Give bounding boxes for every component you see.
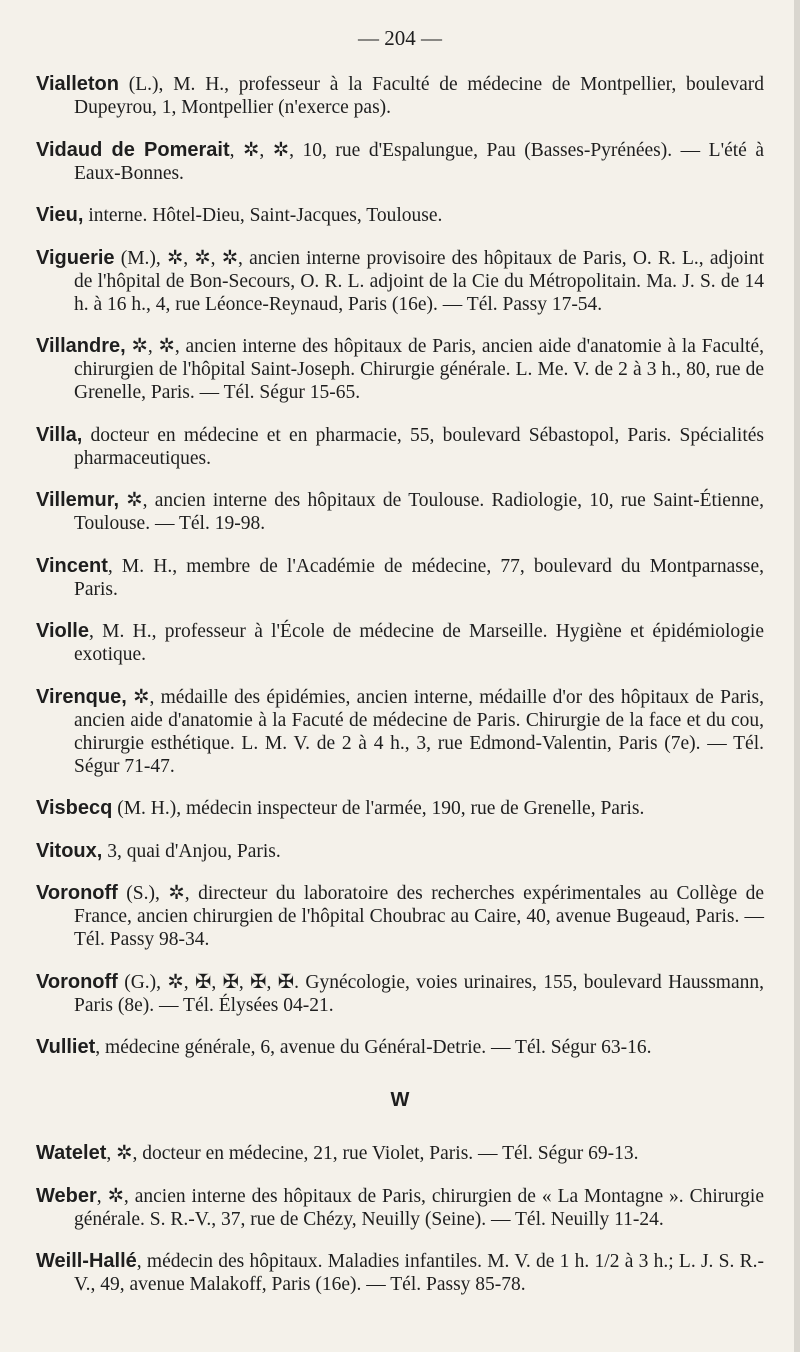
directory-entry [36, 971, 764, 1017]
directory-entry [36, 840, 764, 863]
directory-entry [36, 686, 764, 778]
page-edge-shadow [794, 0, 800, 1352]
entry-name: Villandre, [36, 335, 126, 357]
page-number: — 204 — [358, 26, 442, 50]
entry-text: docteur en médecine et en pharmacie, 55, boulevard Sébastopol, Paris. Spécialités pharmaceutiques. [74, 424, 764, 469]
entry-name: Voronoff [36, 970, 118, 993]
entry-name: Watelet [36, 1142, 107, 1164]
entry-name: Weill-Hallé [36, 1250, 137, 1272]
entry-text: (M. H.), médecin inspecteur de l'armée, 190, rue de Grenelle, Paris. [112, 798, 645, 819]
section-heading: W [390, 1089, 410, 1111]
entry-text: , M. H., membre de l'Académie de médecine, 77, boulevard du Montparnasse, Paris. [74, 555, 764, 600]
entry-text: ✲, médaille des épidémies, ancien interne, médaille d'or des hôpitaux de Paris, ancien aide d'anatomie à la Facuté de médecine de Paris. Chirurgie de la face et du cou, chirurgie esthétique. L. M. V. de 2 à 4 h., 3, rue Edmond-Valentin, Paris (7e). — Tél. Ségur 71-47. [74, 686, 764, 777]
entry-name: Voronoff [36, 882, 118, 904]
directory-entry [36, 204, 764, 227]
entry-name: Violle [36, 620, 89, 642]
directory-entry [36, 620, 764, 666]
entry-name: Vialleton [36, 73, 119, 95]
entry-name: Vieu, [36, 204, 84, 226]
entry-name: Visbecq [36, 797, 113, 819]
entry-name: Vulliet [36, 1036, 96, 1058]
entry-text: , médecine générale, 6, avenue du Général-Detrie. — Tél. Ségur 63-16. [95, 1037, 652, 1058]
entry-text: ✲, ancien interne des hôpitaux de Toulouse. Radiologie, 10, rue Saint-Étienne, Toulouse. — Tél. 19-98. [74, 490, 764, 534]
entry-text: , médecin des hôpitaux. Maladies infantiles. M. V. de 1 h. 1/2 à 3 h.; L. J. S. R.-V., 49, avenue Malakoff, Paris (16e). — Tél. Passy 85-78. [74, 1251, 764, 1295]
entry-name: Vincent [36, 554, 108, 577]
entry-text: (G.), ✲, ✠, ✠, ✠, ✠. Gynécologie, voies urinaires, 155, boulevard Haussmann, Paris (8e). — Tél. Élysées 04-21. [74, 971, 764, 1016]
entry-name: Villemur, [36, 489, 120, 511]
entry-name: Viguerie [36, 246, 115, 269]
directory-entry [36, 1250, 764, 1296]
directory-entry [36, 424, 764, 470]
directory-entry [36, 555, 764, 601]
directory-entry [36, 247, 764, 316]
entry-name: Virenque, [36, 685, 127, 708]
entry-text: , ✲, ✲, 10, rue d'Espalungue, Pau (Basses-Pyrénées). — L'été à Eaux-Bonnes. [74, 139, 764, 184]
entry-text: interne. Hôtel-Dieu, Saint-Jacques, Toulouse. [83, 205, 443, 226]
entry-text: (M.), ✲, ✲, ✲, ancien interne provisoire des hôpitaux de Paris, O. R. L., adjoint de l'hôpital de Bon-Secours, O. R. L. adjoint de la Cie du Métropolitain. Ma. J. S. de 14 h. à 16 h., 4, rue Léonce-Reynaud, Paris (16e). — Tél. Passy 17-54. [74, 247, 764, 315]
entry-text: , M. H., professeur à l'École de médecine de Marseille. Hygiène et épidémiologie exotique. [74, 621, 764, 665]
entry-text: (L.), M. H., professeur à la Faculté de médecine de Montpellier, boulevard Dupeyrou, 1, Montpellier (n'exerce pas). [74, 74, 764, 118]
directory-entry [36, 139, 764, 185]
directory-entry [36, 335, 764, 404]
entry-text: , ✲, docteur en médecine, 21, rue Violet, Paris. — Tél. Ségur 69-13. [106, 1143, 639, 1164]
directory-entry [36, 797, 764, 820]
directory-entry [36, 73, 764, 119]
directory-entry [36, 1036, 764, 1059]
directory-entry [36, 1142, 764, 1165]
entry-name: Villa, [36, 423, 83, 446]
directory-entry [36, 489, 764, 535]
directory-entry [36, 1185, 764, 1231]
entry-name: Vidaud de Pomerait [36, 138, 230, 161]
directory-entry [36, 882, 764, 951]
entry-name: Weber [36, 1184, 97, 1207]
entry-text: (S.), ✲, directeur du laboratoire des recherches expérimentales au Collège de France, ancien chirurgien de l'hôpital Choubrac au Caire, 40, avenue Bugeaud, Paris. — Tél. Passy 98-34. [74, 883, 764, 950]
entry-name: Vitoux, [36, 839, 103, 862]
entry-text: , ✲, ancien interne des hôpitaux de Paris, chirurgien de « La Montagne ». Chirurgie générale. S. R.-V., 37, rue de Chézy, Neuilly (Seine). — Tél. Neuilly 11-24. [74, 1185, 764, 1230]
entries-v [36, 73, 764, 1059]
entry-text: 3, quai d'Anjou, Paris. [102, 840, 281, 862]
entries-w [36, 1142, 764, 1296]
entry-text: ✲, ✲, ancien interne des hôpitaux de Paris, ancien aide d'anatomie à la Faculté, chirurgien de l'hôpital Saint-Joseph. Chirurgie générale. L. Me. V. de 2 à 3 h., 80, rue de Grenelle, Paris. — Tél. Ségur 15-65. [74, 336, 764, 403]
